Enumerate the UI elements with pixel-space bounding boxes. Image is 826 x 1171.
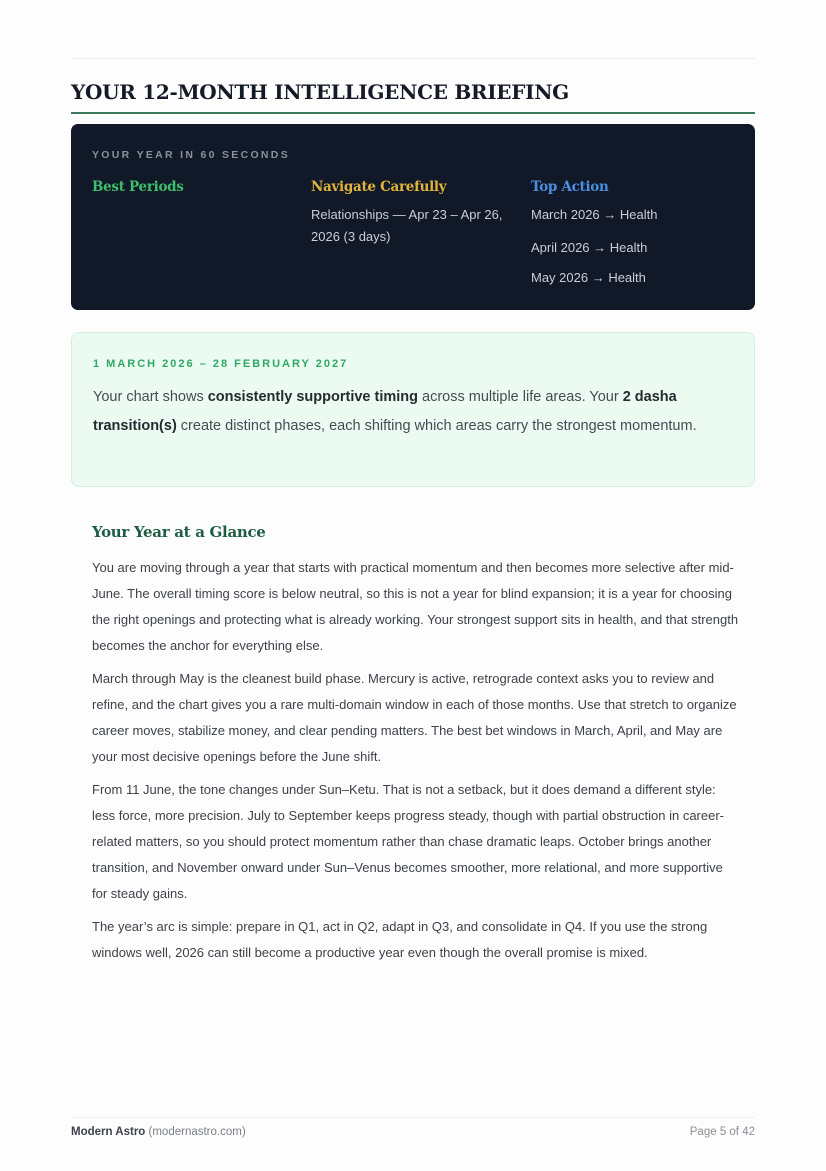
brand-site: (modernastro.com) — [145, 1126, 246, 1138]
page-number: Page 5 of 42 — [689, 1126, 755, 1138]
navigate-carefully-item: Relationships — Apr 23 – Apr 26, 2026 (3 days) — [311, 207, 503, 244]
year-summary-card — [71, 124, 755, 310]
footer-brand — [71, 1126, 246, 1138]
top-action-heading: Top Action — [531, 179, 609, 195]
best-periods-heading: Best Periods — [92, 179, 184, 195]
summary-text: Your chart shows — [93, 389, 208, 405]
summary-kicker: YOUR YEAR IN 60 SECONDS — [92, 149, 290, 161]
glance-paragraph: You are moving through a year that starts with practical momentum and then becomes more selective after mid-June. The overall timing score is below neutral, so this is not a year for blind expansion; it is a year for choosing the right openings and protecting what is already working. Your strongest support sits in health, and that strength becomes the anchor for everything else. — [92, 560, 739, 653]
year-at-a-glance-heading: Your Year at a Glance — [92, 523, 266, 541]
top-action-item: May 2026 → Health — [531, 269, 646, 285]
navigate-carefully-column — [311, 179, 516, 248]
glance-paragraph: The year’s arc is simple: prepare in Q1, act in Q2, adapt in Q3, and consolidate in Q4. If you use the strong windows well, 2026 can still become a productive year even though the overall promise is mixed. — [92, 919, 708, 960]
summary-text: create distinct phases, each shifting which areas carry the strongest momentum. — [176, 417, 697, 434]
summary-emphasis: 2 dasha transition(s) — [93, 389, 677, 434]
date-range-callout — [71, 332, 755, 487]
footer-divider — [72, 1117, 755, 1118]
top-action-column — [531, 179, 736, 292]
top-action-list — [531, 204, 736, 292]
date-range-label: 1 MARCH 2026 – 28 FEBRUARY 2027 — [93, 358, 349, 370]
brand-name: Modern Astro — [71, 1126, 146, 1138]
year-at-a-glance-body — [92, 555, 740, 973]
summary-emphasis: consistently supportive timing — [207, 389, 418, 405]
glance-paragraph: From 11 June, the tone changes under Sun–Ketu. That is not a setback, but it does demand a different style: less force, more precision. July to September keeps progress steady, though with partial obstruction in career-related matters, so you should protect momentum rather than chase dramatic leaps. October brings another transition, and November onward under Sun–Venus becomes smoother, more relational, and more supportive for steady gains. — [92, 782, 725, 901]
date-range-summary — [93, 383, 713, 440]
top-divider — [72, 58, 755, 59]
title-underline — [71, 112, 755, 114]
best-periods-column — [92, 179, 292, 204]
top-action-item: April 2026 → Health — [531, 240, 648, 255]
navigate-carefully-heading: Navigate Carefully — [311, 179, 447, 195]
page-title: YOUR 12-MONTH INTELLIGENCE BRIEFING — [71, 80, 569, 104]
top-action-item: March 2026 → Health — [531, 207, 658, 222]
glance-paragraph: March through May is the cleanest build phase. Mercury is active, retrograde context asks you to review and refine, and the chart gives you a rare multi-domain window in each of those months. Use that stretch to organize career moves, stabilize money, and clear pending matters. The best bet windows in March, April, and May are your most decisive openings before the June shift. — [92, 671, 737, 764]
summary-text: across multiple life areas. Your — [418, 389, 623, 405]
